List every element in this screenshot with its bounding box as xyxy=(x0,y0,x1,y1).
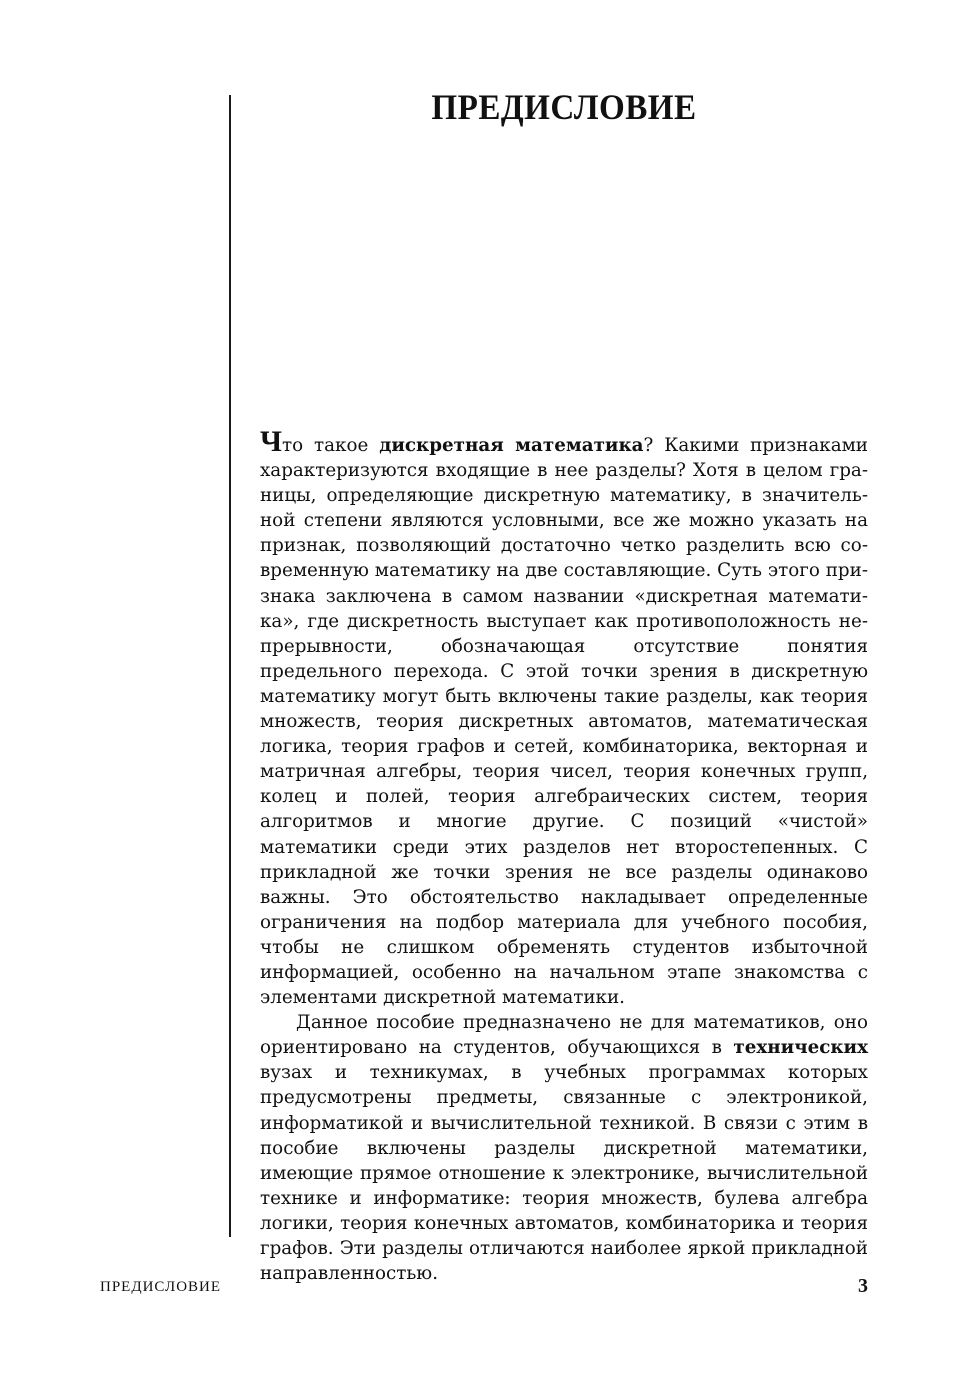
paragraph-1-lead: то такое xyxy=(282,435,380,456)
running-head: ПРЕДИСЛОВИЕ xyxy=(100,1279,222,1295)
paragraph-1-text: ? Какими признаками характеризуются входящие в нее разделы? Хотя в целом границы, определяющие дискретную математику, в значительной степени являются условными, все же можно указать на признак, позволяющий достаточно четко разделить всю современную математику на две составляющие. Суть этого признака заключена в самом названии «дискретная математика», где дискретность выступает как противоположность непрерывности, обозначающая отсутствие понятия предельного перехода. С этой точки зрения в дискретную математику могут быть включены такие разделы, как теория множеств, теория дискретных автоматов, математическая логика, теория графов и сетей, комбинаторика, векторная и матричная алгебры, теория чисел, теория конечных групп, колец и полей, теория алгебраических систем, теория алгоритмов и многие другие. С позиций «чистой» математики среди этих разделов нет второстепенных. С прикладной же точки зрения не все разделы одинаково важны. Это обстоятельство накладывает определенные ограничения на подбор материала для учебного пособия, чтобы не слишком обременять студентов избыточной информацией, особенно на начальном этапе знакомства с элементами дискретной математики. xyxy=(260,435,868,1009)
chapter-title: ПРЕДИСЛОВИЕ xyxy=(431,87,697,127)
margin-vertical-rule xyxy=(229,95,231,1237)
paragraph-2 xyxy=(260,1010,868,1286)
drop-cap: Ч xyxy=(260,425,283,458)
term-discrete-math: дискретная математика xyxy=(379,435,644,456)
page-number: 3 xyxy=(858,1275,868,1297)
paragraph-2-lead: Данное пособие предназначено не для математиков, оно ориентировано на студентов, обучающихся в xyxy=(260,1012,868,1059)
body-text xyxy=(260,425,868,1286)
term-technical: технических xyxy=(733,1037,868,1059)
paragraph-2-text: вузах и техникумах, в учебных программах которых предусмотрены предметы, связанные с электроникой, информатикой и вычислительной техникой. В связи с этим в пособие включены разделы дискретной математики, имеющие прямое отношение к электронике, вычислительной технике и информатике: теория множеств, булева алгебра логики, теория конечных автоматов, комбинаторика и теория графов. Эти разделы отличаются наиболее яркой прикладной направленностью. xyxy=(260,1062,868,1285)
paragraph-1 xyxy=(260,425,868,1010)
